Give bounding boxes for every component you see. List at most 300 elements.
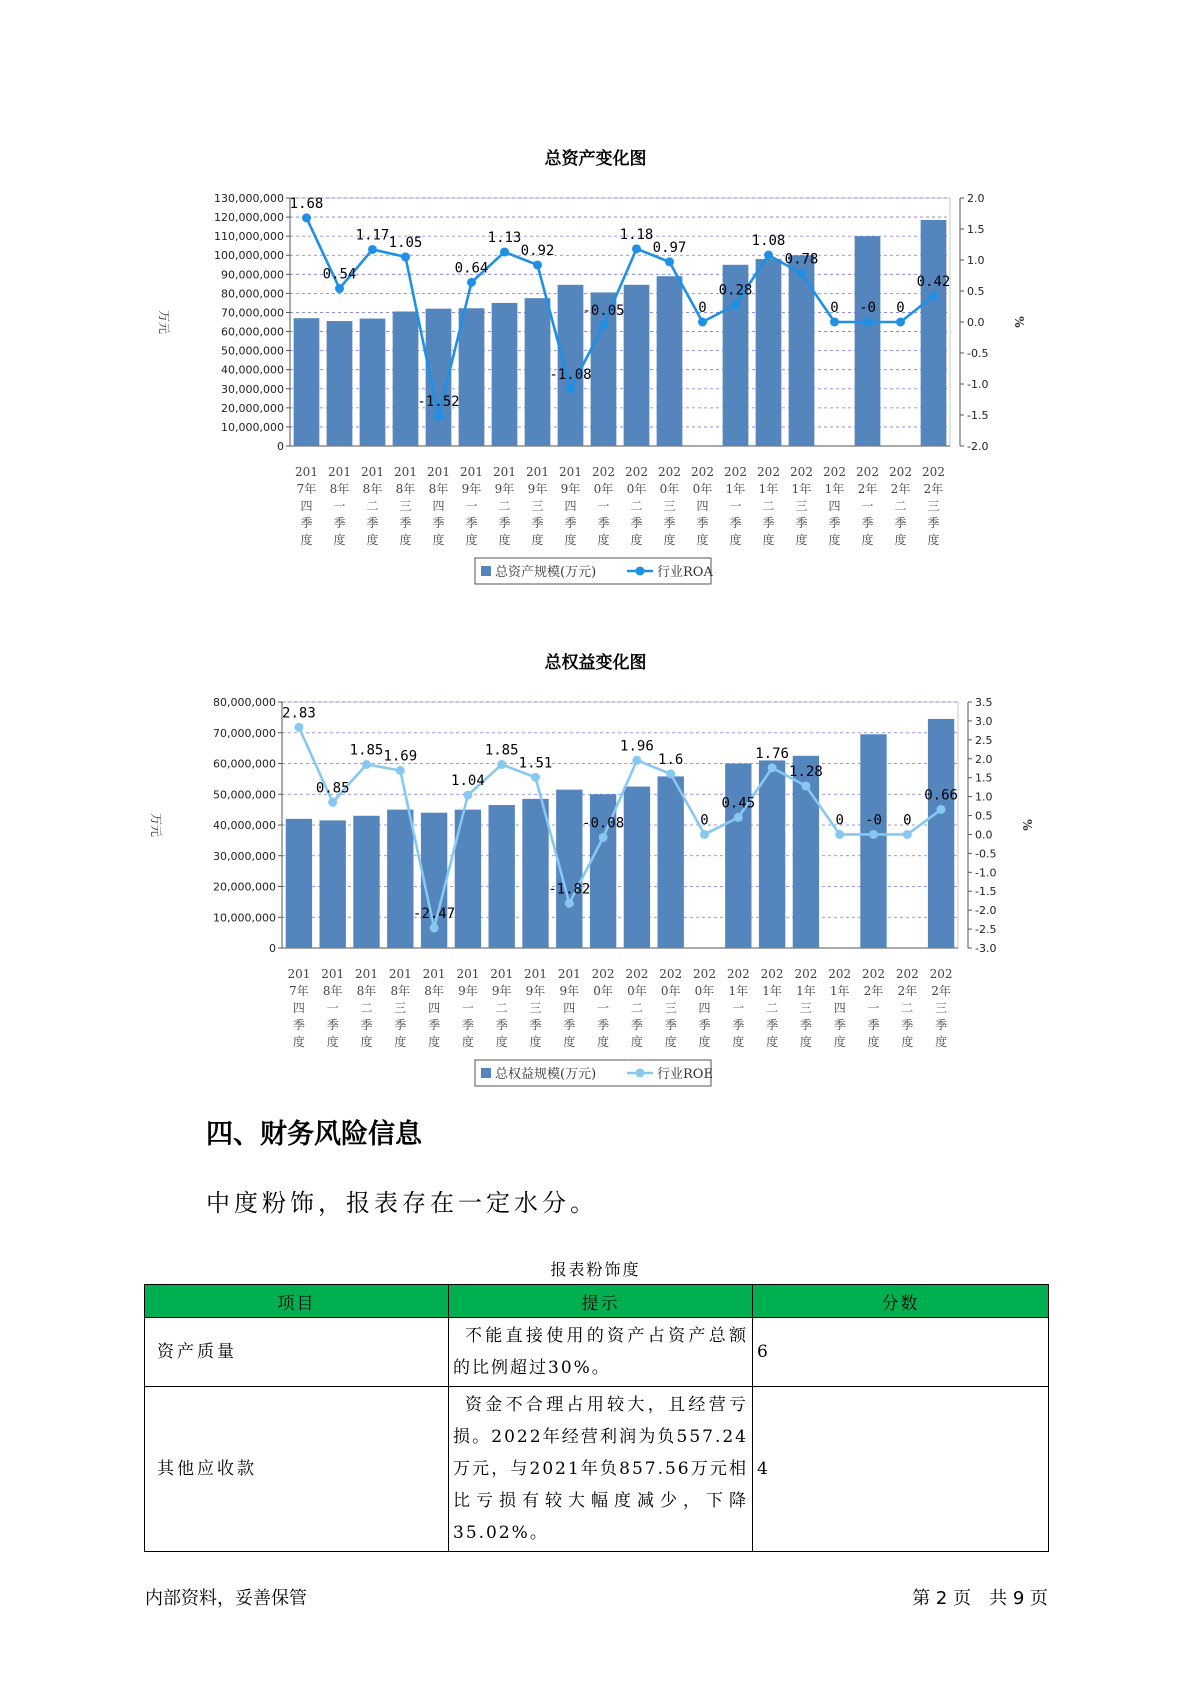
data-label: 1.13 bbox=[487, 229, 522, 246]
x-category-label: 度 bbox=[828, 533, 841, 547]
y-right-tick-label: 2.0 bbox=[975, 752, 993, 766]
y-left-tick-label: 130,000,000 bbox=[214, 192, 284, 205]
header-hint: 提示 bbox=[449, 1285, 753, 1318]
x-category-label: 季 bbox=[935, 1018, 948, 1032]
x-category-label: 202 bbox=[726, 967, 750, 981]
x-category-label: 四 bbox=[300, 499, 313, 513]
x-category-label: 201 bbox=[460, 465, 483, 479]
x-category-label: 8年 bbox=[329, 482, 350, 496]
y-left-tick-label: 100,000,000 bbox=[214, 249, 284, 263]
x-category-label: 度 bbox=[300, 533, 313, 547]
x-category-label: 季 bbox=[461, 1018, 474, 1032]
x-category-label: 1年 bbox=[758, 482, 779, 496]
x-category-label: 季 bbox=[428, 1018, 441, 1032]
x-category-label: 三 bbox=[531, 499, 544, 513]
x-category-label: 四 bbox=[428, 1001, 441, 1015]
x-category-label: 201 bbox=[388, 967, 412, 981]
row-score: 6 bbox=[753, 1318, 1049, 1387]
y-left-tick-label: 10,000,000 bbox=[213, 911, 276, 925]
y-right-tick-label: 2.0 bbox=[967, 192, 985, 205]
y-left-tick-label: 120,000,000 bbox=[214, 211, 284, 225]
line-point bbox=[362, 760, 371, 769]
line-point bbox=[599, 321, 608, 330]
bar bbox=[525, 298, 551, 446]
line-point bbox=[302, 213, 311, 222]
x-category-label: 度 bbox=[867, 1035, 880, 1049]
x-category-label: 201 bbox=[526, 465, 549, 479]
bar bbox=[759, 760, 785, 948]
line-point bbox=[401, 252, 410, 261]
x-category-label: 季 bbox=[630, 516, 643, 530]
line-point bbox=[863, 318, 872, 327]
x-category-label: 201 bbox=[427, 465, 450, 479]
x-category-label: 8年 bbox=[390, 984, 411, 998]
line-point bbox=[463, 791, 472, 800]
footer-page-number: 第 2 页 共 9 页 bbox=[912, 1588, 1048, 1609]
y-right-tick-label: -2.0 bbox=[967, 440, 989, 453]
bar bbox=[658, 776, 684, 948]
x-category-label: 202 bbox=[790, 465, 813, 479]
x-category-label: 度 bbox=[564, 533, 577, 547]
x-category-label: 一 bbox=[729, 499, 742, 513]
line-point bbox=[937, 805, 946, 814]
y-right-tick-label: 0.5 bbox=[967, 285, 985, 298]
x-category-label: 三 bbox=[935, 1001, 948, 1015]
chart-title-assets: 总资产变化图 bbox=[544, 149, 647, 169]
x-category-label: 三 bbox=[399, 499, 412, 513]
y-right-tick-label: 0.5 bbox=[975, 809, 993, 823]
x-category-label: 度 bbox=[766, 1035, 779, 1049]
data-label: 1.85 bbox=[484, 742, 519, 759]
x-category-label: 2年 bbox=[897, 984, 918, 998]
x-category-label: 四 bbox=[696, 499, 709, 513]
x-category-label: 度 bbox=[927, 533, 940, 547]
x-category-label: 0年 bbox=[660, 984, 681, 998]
x-category-label: 202 bbox=[922, 465, 945, 479]
x-category-label: 202 bbox=[724, 465, 747, 479]
data-label: -1.82 bbox=[548, 881, 591, 898]
x-category-label: 202 bbox=[757, 465, 780, 479]
y-left-tick-label: 60,000,000 bbox=[213, 757, 276, 771]
legend-line-point bbox=[636, 1069, 645, 1078]
x-category-label: 0年 bbox=[626, 482, 647, 496]
x-category-label: 度 bbox=[630, 1035, 643, 1049]
data-label: 1.69 bbox=[383, 748, 418, 765]
y-right-axis-label: % bbox=[1012, 316, 1026, 328]
data-label: 0.45 bbox=[721, 795, 756, 812]
x-category-label: 季 bbox=[597, 516, 610, 530]
x-category-label: 季 bbox=[927, 516, 940, 530]
x-category-label: 季 bbox=[394, 1018, 407, 1032]
data-label: 0.97 bbox=[652, 239, 687, 256]
y-left-tick-label: 10,000,000 bbox=[221, 420, 284, 434]
x-category-label: 季 bbox=[663, 516, 676, 530]
line-point bbox=[801, 782, 810, 791]
x-category-label: 202 bbox=[625, 967, 649, 981]
x-category-label: 度 bbox=[292, 1035, 305, 1049]
x-category-label: 季 bbox=[698, 1018, 711, 1032]
x-category-label: 季 bbox=[696, 516, 709, 530]
footer-confidential: 内部资料，妥善保管 bbox=[145, 1588, 307, 1609]
x-category-label: 季 bbox=[867, 1018, 880, 1032]
x-category-label: 1年 bbox=[824, 482, 845, 496]
x-category-label: 度 bbox=[894, 533, 907, 547]
x-category-label: 1年 bbox=[796, 984, 816, 998]
x-category-label: 二 bbox=[901, 1001, 914, 1015]
y-left-tick-label: 80,000,000 bbox=[221, 287, 284, 301]
total-assets-chart bbox=[0, 180, 1191, 630]
data-label: 0.85 bbox=[315, 780, 350, 797]
bar bbox=[928, 719, 954, 948]
line-point bbox=[632, 244, 641, 253]
y-left-tick-label: 60,000,000 bbox=[221, 325, 284, 339]
y-right-tick-label: 3.5 bbox=[975, 696, 993, 709]
x-category-label: 三 bbox=[664, 1001, 677, 1015]
x-category-label: 四 bbox=[833, 1001, 846, 1015]
y-left-tick-label: 40,000,000 bbox=[221, 363, 284, 377]
x-category-label: 2年 bbox=[857, 482, 878, 496]
y-left-tick-label: 70,000,000 bbox=[213, 726, 276, 740]
y-right-tick-label: -1.0 bbox=[975, 866, 997, 880]
bar bbox=[360, 319, 386, 446]
x-category-label: 季 bbox=[432, 516, 445, 530]
x-category-label: 季 bbox=[563, 1018, 576, 1032]
y-left-tick-label: 0 bbox=[277, 440, 284, 453]
x-category-label: 季 bbox=[292, 1018, 305, 1032]
data-label: 0 bbox=[830, 300, 839, 316]
x-category-label: 三 bbox=[529, 1001, 542, 1015]
bar bbox=[756, 259, 782, 446]
line-point bbox=[764, 251, 773, 260]
line-point bbox=[666, 769, 675, 778]
bar bbox=[522, 799, 548, 948]
data-label: 0 bbox=[698, 300, 707, 316]
x-category-label: 二 bbox=[498, 499, 511, 513]
row-score: 4 bbox=[753, 1387, 1049, 1552]
bar bbox=[353, 816, 379, 948]
line-point bbox=[497, 760, 506, 769]
x-category-label: 季 bbox=[529, 1018, 542, 1032]
x-category-label: 2年 bbox=[863, 984, 884, 998]
x-category-label: 202 bbox=[929, 967, 953, 981]
x-category-label: 202 bbox=[625, 465, 648, 479]
line-point bbox=[533, 260, 542, 269]
x-category-label: 7年 bbox=[289, 984, 309, 998]
x-category-label: 季 bbox=[399, 516, 412, 530]
x-category-label: 季 bbox=[729, 516, 742, 530]
x-category-label: 一 bbox=[861, 499, 874, 513]
x-category-label: 季 bbox=[360, 1018, 373, 1032]
y-left-tick-label: 80,000,000 bbox=[213, 696, 276, 709]
data-label: 0 bbox=[903, 812, 912, 829]
line-point bbox=[396, 766, 405, 775]
line-point bbox=[698, 318, 707, 327]
line-point bbox=[565, 899, 574, 908]
bar bbox=[387, 810, 413, 948]
line-point bbox=[869, 830, 878, 839]
data-label: 0.78 bbox=[784, 251, 819, 268]
x-category-label: 度 bbox=[597, 1035, 610, 1049]
x-category-label: 201 bbox=[559, 465, 582, 479]
legend-swatch-bar bbox=[481, 1068, 491, 1078]
bar bbox=[725, 764, 751, 949]
line-point bbox=[700, 830, 709, 839]
x-category-label: 度 bbox=[498, 533, 511, 547]
x-category-label: 9年 bbox=[461, 482, 482, 496]
x-category-label: 度 bbox=[698, 1035, 711, 1049]
y-left-tick-label: 40,000,000 bbox=[213, 819, 276, 832]
x-category-label: 度 bbox=[795, 533, 808, 547]
legend-label-bar: 总权益规模(万元) bbox=[495, 1067, 597, 1082]
legend-label-line: 行业ROA bbox=[657, 565, 713, 580]
line-point bbox=[797, 269, 806, 278]
x-category-label: 0年 bbox=[593, 482, 614, 496]
x-category-label: 9年 bbox=[527, 482, 548, 496]
x-category-label: 202 bbox=[823, 465, 846, 479]
bar bbox=[286, 819, 312, 948]
line-point bbox=[665, 257, 674, 266]
x-category-label: 季 bbox=[326, 1018, 339, 1032]
x-category-label: 度 bbox=[729, 533, 742, 547]
x-category-label: 2年 bbox=[890, 482, 911, 496]
bar bbox=[489, 805, 515, 948]
x-category-label: 202 bbox=[856, 465, 879, 479]
line-point bbox=[531, 773, 540, 782]
x-category-label: 季 bbox=[531, 516, 544, 530]
line-point bbox=[467, 278, 476, 287]
y-right-tick-label: 1.5 bbox=[975, 771, 993, 785]
x-category-label: 度 bbox=[935, 1035, 948, 1049]
x-category-label: 1年 bbox=[791, 482, 812, 496]
x-category-label: 季 bbox=[799, 1018, 812, 1032]
x-category-label: 202 bbox=[591, 967, 615, 981]
x-category-label: 9年 bbox=[491, 984, 512, 998]
x-category-label: 201 bbox=[490, 967, 514, 981]
x-category-label: 201 bbox=[361, 465, 384, 479]
x-category-label: 季 bbox=[901, 1018, 914, 1032]
x-category-label: 8年 bbox=[322, 984, 343, 998]
x-category-label: 一 bbox=[732, 1001, 745, 1015]
data-label: 1.05 bbox=[388, 234, 423, 251]
x-category-label: 201 bbox=[328, 465, 351, 479]
data-label: 0.54 bbox=[322, 266, 357, 283]
y-left-tick-label: 70,000,000 bbox=[221, 306, 284, 320]
x-category-label: 1年 bbox=[829, 984, 850, 998]
x-category-label: 一 bbox=[326, 1001, 339, 1015]
y-left-axis-label: 万元 bbox=[157, 309, 171, 335]
y-left-axis-label: 万元 bbox=[149, 812, 163, 838]
data-label: 0.28 bbox=[718, 282, 753, 299]
x-category-label: 0年 bbox=[659, 482, 680, 496]
bar bbox=[393, 312, 419, 446]
bar bbox=[492, 303, 518, 446]
x-category-label: 9年 bbox=[458, 984, 478, 998]
data-label: 0 bbox=[896, 300, 905, 316]
x-category-label: 季 bbox=[495, 1018, 508, 1032]
x-category-label: 度 bbox=[326, 1035, 339, 1049]
x-category-label: 度 bbox=[833, 1035, 846, 1049]
x-category-label: 季 bbox=[762, 516, 775, 530]
bar bbox=[921, 220, 947, 446]
y-right-tick-label: -0.5 bbox=[975, 847, 997, 861]
data-label: 1.04 bbox=[451, 773, 485, 790]
data-label: -1.08 bbox=[549, 366, 592, 383]
data-label: 1.76 bbox=[755, 745, 789, 762]
x-category-label: 201 bbox=[557, 967, 581, 981]
line-point bbox=[566, 384, 575, 393]
line-point bbox=[903, 830, 912, 839]
x-category-label: 8年 bbox=[428, 482, 449, 496]
x-category-label: 一 bbox=[465, 499, 478, 513]
x-category-label: 201 bbox=[524, 967, 547, 981]
x-category-label: 一 bbox=[597, 499, 610, 513]
line-point bbox=[335, 284, 344, 293]
x-category-label: 7年 bbox=[296, 482, 317, 496]
x-category-label: 一 bbox=[333, 499, 346, 513]
x-category-label: 三 bbox=[663, 499, 676, 513]
data-label: 0.42 bbox=[916, 273, 951, 290]
legend-label-line: 行业ROE bbox=[657, 1067, 713, 1082]
x-category-label: 1年 bbox=[762, 984, 782, 998]
x-category-label: 1年 bbox=[728, 984, 749, 998]
y-left-tick-label: 90,000,000 bbox=[221, 268, 284, 282]
x-category-label: 季 bbox=[664, 1018, 677, 1032]
x-category-label: 9年 bbox=[560, 482, 581, 496]
y-left-tick-label: 50,000,000 bbox=[213, 788, 276, 802]
x-category-label: 季 bbox=[766, 1018, 779, 1032]
x-category-label: 202 bbox=[794, 967, 818, 981]
x-category-label: 二 bbox=[495, 1001, 508, 1015]
table-caption: 报表粉饰度 bbox=[550, 1260, 641, 1279]
data-label: 1.08 bbox=[751, 233, 786, 250]
x-category-label: 202 bbox=[691, 465, 714, 479]
x-category-label: 二 bbox=[766, 1001, 779, 1015]
y-right-tick-label: -2.5 bbox=[975, 923, 997, 937]
x-category-label: 一 bbox=[867, 1001, 880, 1015]
x-category-label: 8年 bbox=[424, 984, 444, 998]
y-right-tick-label: 0.0 bbox=[975, 828, 993, 842]
x-category-label: 度 bbox=[531, 533, 544, 547]
x-category-label: 度 bbox=[696, 533, 709, 547]
x-category-label: 度 bbox=[360, 1035, 373, 1049]
table-row bbox=[145, 1387, 1049, 1552]
header-item: 项目 bbox=[145, 1285, 449, 1318]
bar bbox=[855, 236, 881, 446]
y-left-tick-label: 20,000,000 bbox=[213, 880, 276, 894]
x-category-label: 9年 bbox=[559, 984, 580, 998]
data-label: -0.05 bbox=[582, 303, 625, 320]
x-category-label: 202 bbox=[828, 967, 852, 981]
y-right-tick-label: 1.0 bbox=[967, 254, 985, 267]
row-hint: 资金不合理占用较大，且经营亏损。2022年经营利润为负557.24万元，与2021年负857.56万元相比亏损有较大幅度减少，下降35.02%。 bbox=[449, 1387, 753, 1552]
x-category-label: 2年 bbox=[931, 984, 951, 998]
bar bbox=[789, 255, 815, 446]
x-category-label: 季 bbox=[894, 516, 907, 530]
x-category-label: 8年 bbox=[356, 984, 377, 998]
x-category-label: 四 bbox=[563, 1001, 576, 1015]
data-label: 1.68 bbox=[289, 195, 324, 212]
row-item: 其他应收款 bbox=[145, 1387, 449, 1552]
y-left-tick-label: 50,000,000 bbox=[221, 344, 284, 358]
y-right-tick-label: -0.5 bbox=[967, 347, 989, 360]
x-category-label: 0年 bbox=[627, 984, 647, 998]
row-hint: 不能直接使用的资产占资产总额的比例超过30%。 bbox=[449, 1318, 753, 1387]
bar bbox=[294, 318, 320, 446]
data-label: 1.96 bbox=[620, 738, 654, 755]
data-label: -0 bbox=[859, 300, 876, 316]
x-category-label: 9年 bbox=[525, 984, 546, 998]
x-category-label: 度 bbox=[529, 1035, 542, 1049]
x-category-label: 二 bbox=[360, 1001, 373, 1015]
y-right-tick-label: 0.0 bbox=[967, 316, 985, 329]
x-category-label: 四 bbox=[698, 1001, 711, 1015]
total-equity-chart bbox=[0, 684, 1191, 1134]
bar bbox=[320, 820, 346, 948]
data-label: 0.66 bbox=[924, 787, 958, 804]
line-point bbox=[896, 318, 905, 327]
x-category-label: 度 bbox=[366, 533, 379, 547]
y-right-tick-label: -3.0 bbox=[975, 942, 997, 955]
legend-swatch-bar bbox=[481, 566, 491, 576]
x-category-label: 二 bbox=[366, 499, 379, 513]
table-row bbox=[145, 1318, 1049, 1387]
bar bbox=[624, 285, 650, 446]
y-right-tick-label: -1.5 bbox=[975, 885, 997, 899]
x-category-label: 四 bbox=[828, 499, 841, 513]
line-point bbox=[731, 300, 740, 309]
y-right-tick-label: 2.5 bbox=[975, 733, 993, 747]
data-label: 0 bbox=[835, 812, 844, 829]
line-point bbox=[830, 318, 839, 327]
x-category-label: 三 bbox=[799, 1001, 812, 1015]
x-category-label: 四 bbox=[292, 1001, 305, 1015]
x-category-label: 度 bbox=[861, 533, 874, 547]
bar bbox=[327, 321, 353, 446]
x-category-label: 201 bbox=[456, 967, 480, 981]
line-point bbox=[368, 245, 377, 254]
y-right-tick-label: -2.0 bbox=[975, 904, 997, 918]
x-category-label: 8年 bbox=[362, 482, 383, 496]
x-category-label: 201 bbox=[287, 967, 311, 981]
x-category-label: 季 bbox=[300, 516, 313, 530]
x-category-label: 度 bbox=[495, 1035, 508, 1049]
line-point bbox=[434, 412, 443, 421]
x-category-label: 季 bbox=[333, 516, 346, 530]
x-category-label: 度 bbox=[630, 533, 643, 547]
x-category-label: 季 bbox=[732, 1018, 745, 1032]
header-score: 分数 bbox=[753, 1285, 1049, 1318]
x-category-label: 201 bbox=[295, 465, 318, 479]
row-item: 资产质量 bbox=[145, 1318, 449, 1387]
data-label: 1.28 bbox=[789, 764, 823, 781]
x-category-label: 二 bbox=[630, 499, 643, 513]
x-category-label: 季 bbox=[833, 1018, 846, 1032]
section-heading: 四、财务风险信息 bbox=[206, 1119, 422, 1150]
y-left-tick-label: 20,000,000 bbox=[221, 401, 284, 415]
x-category-label: 季 bbox=[597, 1018, 610, 1032]
x-category-label: 1年 bbox=[725, 482, 746, 496]
line-point bbox=[768, 763, 777, 772]
data-label: 1.17 bbox=[355, 227, 390, 244]
data-label: 0 bbox=[700, 812, 709, 829]
y-right-tick-label: 1.0 bbox=[975, 790, 993, 804]
table-header-row bbox=[145, 1285, 1049, 1318]
chart-title-equity: 总权益变化图 bbox=[544, 653, 647, 673]
x-category-label: 8年 bbox=[395, 482, 416, 496]
x-category-label: 201 bbox=[493, 465, 516, 479]
x-category-label: 202 bbox=[760, 967, 784, 981]
data-label: 0.92 bbox=[520, 242, 555, 259]
